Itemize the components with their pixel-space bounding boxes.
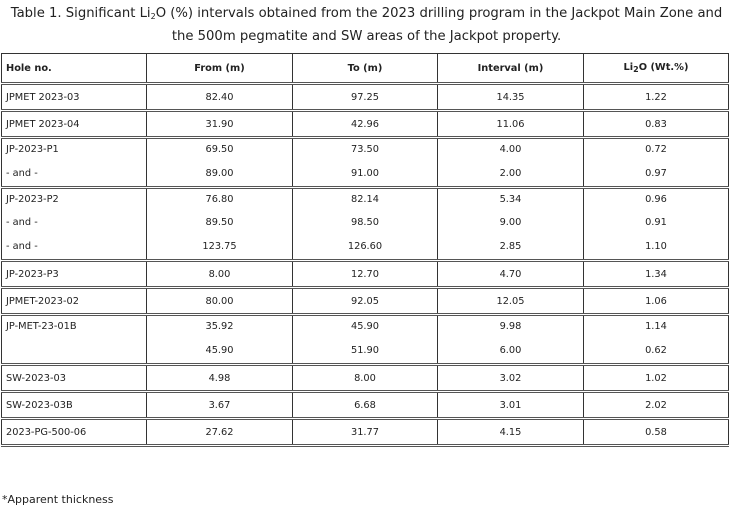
header-li2o-unit: O (Wt.%) <box>638 62 689 73</box>
table-row <box>2 419 729 446</box>
cell-to: 97.25 <box>293 84 438 111</box>
cell-to: 73.50 <box>293 138 438 161</box>
cell-li2o: 0.72 <box>584 138 729 161</box>
cell-from: 27.62 <box>147 419 293 446</box>
cell-from: 89.50 <box>147 211 293 234</box>
cell-li2o: 1.34 <box>584 261 729 288</box>
cell-hole: JP-MET-23-01B <box>2 315 147 338</box>
cell-hole: JPMET 2023-03 <box>2 84 147 111</box>
header-li2o-text: Li <box>623 62 634 73</box>
cell-li2o: 2.02 <box>584 392 729 419</box>
cell-to: 8.00 <box>293 365 438 392</box>
cell-to: 98.50 <box>293 211 438 234</box>
cell-to: 42.96 <box>293 111 438 138</box>
cell-from: 8.00 <box>147 261 293 288</box>
table-row <box>2 211 729 234</box>
cell-hole: JP-2023-P1 <box>2 138 147 161</box>
cell-to: 91.00 <box>293 161 438 188</box>
cell-hole: SW-2023-03 <box>2 365 147 392</box>
cell-interval: 9.98 <box>438 315 584 338</box>
cell-to: 6.68 <box>293 392 438 419</box>
cell-hole: - and - <box>2 234 147 261</box>
cell-interval: 3.01 <box>438 392 584 419</box>
cell-hole: - and - <box>2 161 147 188</box>
cell-interval: 14.35 <box>438 84 584 111</box>
cell-from: 45.90 <box>147 338 293 365</box>
caption-subscript: 2 <box>150 12 156 21</box>
cell-from: 89.00 <box>147 161 293 188</box>
cell-hole: - and - <box>2 211 147 234</box>
table-body <box>2 84 729 446</box>
cell-hole: JP-2023-P2 <box>2 188 147 211</box>
header-li2o <box>584 54 729 84</box>
header-li2o-sub: 2 <box>633 65 639 74</box>
cell-li2o: 0.96 <box>584 188 729 211</box>
cell-interval: 11.06 <box>438 111 584 138</box>
cell-from: 76.80 <box>147 188 293 211</box>
cell-from: 82.40 <box>147 84 293 111</box>
cell-interval: 12.05 <box>438 288 584 315</box>
caption-text: Table 1. Significant Li <box>10 6 151 21</box>
table-caption <box>0 4 733 47</box>
table-row <box>2 315 729 338</box>
cell-hole: JP-2023-P3 <box>2 261 147 288</box>
intervals-table <box>1 53 729 447</box>
caption-line-2: the 500m pegmatite and SW areas of the Jackpot property. <box>171 29 562 44</box>
cell-interval: 4.15 <box>438 419 584 446</box>
table-row <box>2 392 729 419</box>
cell-to: 92.05 <box>293 288 438 315</box>
header-from: From (m) <box>147 54 293 84</box>
cell-hole: 2023-PG-500-06 <box>2 419 147 446</box>
cell-li2o: 1.06 <box>584 288 729 315</box>
cell-from: 80.00 <box>147 288 293 315</box>
cell-hole: SW-2023-03B <box>2 392 147 419</box>
table-row <box>2 288 729 315</box>
cell-li2o: 0.97 <box>584 161 729 188</box>
table-row <box>2 234 729 261</box>
cell-from: 4.98 <box>147 365 293 392</box>
cell-li2o: 1.02 <box>584 365 729 392</box>
cell-interval: 9.00 <box>438 211 584 234</box>
cell-li2o: 1.22 <box>584 84 729 111</box>
cell-hole <box>2 338 147 365</box>
table-row <box>2 138 729 161</box>
cell-li2o: 0.58 <box>584 419 729 446</box>
cell-li2o: 0.83 <box>584 111 729 138</box>
table-row <box>2 188 729 211</box>
cell-interval: 5.34 <box>438 188 584 211</box>
table-row <box>2 111 729 138</box>
cell-to: 82.14 <box>293 188 438 211</box>
table-row <box>2 261 729 288</box>
header-interval: Interval (m) <box>438 54 584 84</box>
caption-text-continued: O (%) intervals obtained from the 2023 drilling program in the Jackpot Main Zone and <box>155 6 723 21</box>
cell-from: 31.90 <box>147 111 293 138</box>
cell-li2o: 1.10 <box>584 234 729 261</box>
table-row <box>2 84 729 111</box>
cell-from: 123.75 <box>147 234 293 261</box>
cell-to: 45.90 <box>293 315 438 338</box>
cell-to: 12.70 <box>293 261 438 288</box>
cell-hole: JPMET-2023-02 <box>2 288 147 315</box>
cell-li2o: 0.62 <box>584 338 729 365</box>
cell-interval: 4.00 <box>438 138 584 161</box>
cell-li2o: 1.14 <box>584 315 729 338</box>
cell-hole: JPMET 2023-04 <box>2 111 147 138</box>
cell-from: 3.67 <box>147 392 293 419</box>
footnote: *Apparent thickness <box>2 493 114 506</box>
caption-line-1 <box>0 4 733 27</box>
cell-interval: 6.00 <box>438 338 584 365</box>
cell-interval: 4.70 <box>438 261 584 288</box>
table-row <box>2 161 729 188</box>
cell-from: 69.50 <box>147 138 293 161</box>
cell-interval: 3.02 <box>438 365 584 392</box>
table-row <box>2 365 729 392</box>
cell-interval: 2.00 <box>438 161 584 188</box>
cell-to: 31.77 <box>293 419 438 446</box>
header-row <box>2 54 729 84</box>
cell-to: 51.90 <box>293 338 438 365</box>
cell-to: 126.60 <box>293 234 438 261</box>
header-hole: Hole no. <box>2 54 147 84</box>
cell-interval: 2.85 <box>438 234 584 261</box>
header-to: To (m) <box>293 54 438 84</box>
table-row <box>2 338 729 365</box>
cell-from: 35.92 <box>147 315 293 338</box>
cell-li2o: 0.91 <box>584 211 729 234</box>
